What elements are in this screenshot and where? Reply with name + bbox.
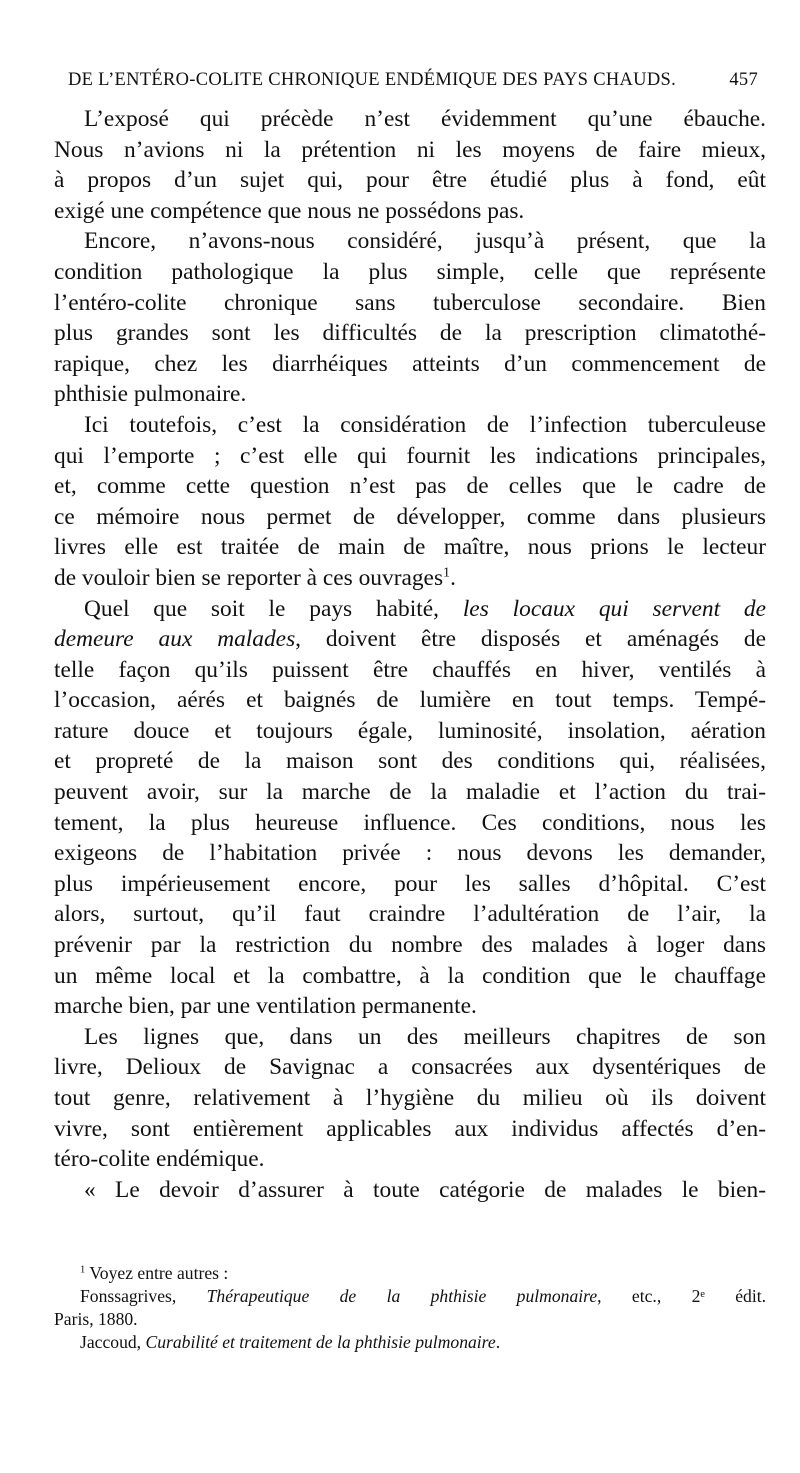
footnote-line xyxy=(54,1308,766,1331)
text-span: plus impérieusement encore, pour les salles d’hôpital. C’est xyxy=(54,870,766,897)
text-span: alors, surtout, qu’il faut craindre l’adultération de l’air, la xyxy=(54,901,766,928)
page-number: 457 xyxy=(729,70,758,90)
body-line xyxy=(54,746,766,777)
body-line xyxy=(54,318,766,349)
text-span: « Le devoir d’assurer à toute catégorie de malades le bien- xyxy=(84,1176,766,1203)
body-line xyxy=(54,532,766,563)
body-line xyxy=(54,1114,766,1145)
italic-text: Curabilité et traitement de la phthisie pulmonaire xyxy=(145,1332,496,1352)
text-span: plus grandes sont les difficultés de la prescription climatothé- xyxy=(54,320,766,347)
body-line xyxy=(54,869,766,900)
text-span: L’exposé qui précède n’est évidemment qu’une ébauche. xyxy=(84,106,766,132)
text-span: prévenir par la restriction du nombre des malades à loger dans xyxy=(54,932,766,959)
body-line xyxy=(54,594,766,625)
text-span: , etc., 2ᵉ édit. xyxy=(597,1286,767,1306)
text-span: livres elle est traitée de main de maître, nous prions le lecteur xyxy=(54,534,766,561)
text-span: à propos d’un sujet qui, pour être étudié plus à fond, eût xyxy=(54,167,766,194)
body-line xyxy=(54,410,766,441)
body-line xyxy=(54,1144,766,1175)
body-line xyxy=(54,379,766,410)
text-span: livre, Delioux de Savignac a consacrées aux dysentériques de xyxy=(54,1054,766,1081)
text-span: vivre, sont entièrement applicables aux individus affectés d’en- xyxy=(54,1115,766,1142)
text-span: . xyxy=(495,1332,501,1352)
text-span: Quel que soit le pays habité, xyxy=(84,595,463,622)
footnote-line xyxy=(54,1331,766,1354)
text-span: un même local et la combattre, à la condition que le chauffage xyxy=(54,962,766,989)
text-span: téro-colite endémique. xyxy=(54,1146,265,1173)
body-line xyxy=(54,991,766,1022)
body-line xyxy=(54,226,766,257)
text-span: Les lignes que, dans un des meilleurs chapitres de son xyxy=(84,1023,766,1050)
footnote-line xyxy=(54,1285,766,1308)
body-line xyxy=(54,196,766,227)
body-line xyxy=(54,441,766,472)
text-span: Encore, n’avons-nous considéré, jusqu’à présent, que la xyxy=(84,228,766,255)
italic-text: les locaux qui servent de xyxy=(462,595,766,622)
body-line xyxy=(54,471,766,502)
text-span: . xyxy=(450,564,456,591)
text-span: Paris, 1880. xyxy=(54,1309,138,1329)
text-span: qui l’emporte ; c’est elle qui fournit les indications principales, xyxy=(54,442,766,469)
body-line xyxy=(54,257,766,288)
body-line xyxy=(54,349,766,380)
text-span: telle façon qu’ils puissent être chauffés en hiver, ventilés à xyxy=(54,656,766,683)
footnotes xyxy=(54,1262,766,1354)
body-line xyxy=(54,899,766,930)
body-line xyxy=(54,288,766,319)
body-line xyxy=(54,808,766,839)
main-text xyxy=(54,104,766,1205)
text-span: rapique, chez les diarrhéiques atteints d’un commencement de xyxy=(54,350,766,377)
text-span: , doivent être disposés et aménagés de xyxy=(295,626,766,653)
body-line xyxy=(54,563,766,594)
text-span: et propreté de la maison sont des conditions qui, réalisées, xyxy=(54,748,766,775)
body-line xyxy=(54,930,766,961)
running-header xyxy=(68,70,758,96)
italic-text: demeure aux malades xyxy=(54,626,296,653)
text-span: l’occasion, aérés et baignés de lumière en tout temps. Tempé- xyxy=(54,687,766,714)
text-span: Ici toutefois, c’est la considération de l’infection tuberculeuse xyxy=(84,411,766,438)
text-span: et, comme cette question n’est pas de celles que le cadre de xyxy=(54,473,766,500)
text-span: tement, la plus heureuse influence. Ces conditions, nous les xyxy=(54,809,766,836)
text-span: de vouloir bien se reporter à ces ouvrages xyxy=(54,564,444,591)
text-span: ce mémoire nous permet de développer, comme dans plusieurs xyxy=(54,503,766,530)
body-line xyxy=(54,838,766,869)
footnote-marker: 1 xyxy=(80,1264,86,1276)
body-line xyxy=(54,655,766,686)
footnote-line xyxy=(54,1262,766,1285)
body-line xyxy=(54,624,766,655)
body-line xyxy=(54,1022,766,1053)
text-span: Voyez entre autres : xyxy=(85,1263,229,1283)
body-line xyxy=(54,685,766,716)
body-line xyxy=(54,104,766,135)
text-span: exigé une compétence que nous ne possédons pas. xyxy=(54,197,525,224)
text-span: Jaccoud, xyxy=(80,1332,146,1352)
text-span: Nous n’avions ni la prétention ni les moyens de faire mieux, xyxy=(54,136,766,163)
text-span: marche bien, par une ventilation permanente. xyxy=(54,993,477,1020)
body-line xyxy=(54,502,766,533)
text-span: phthisie pulmonaire. xyxy=(54,381,247,408)
text-span: l’entéro-colite chronique sans tuberculose secondaire. Bien xyxy=(54,289,766,316)
body-line xyxy=(54,1175,766,1206)
footnote-marker: 1 xyxy=(443,564,451,581)
running-title: DE L’ENTÉRO-COLITE CHRONIQUE ENDÉMIQUE DES PAYS CHAUDS. xyxy=(68,70,676,90)
text-span: tout genre, relativement à l’hygiène du milieu où ils doivent xyxy=(54,1085,766,1111)
body-line xyxy=(54,1052,766,1083)
text-span: rature douce et toujours égale, luminosité, insolation, aération xyxy=(54,717,766,744)
body-line xyxy=(54,716,766,747)
text-span: Fonssagrives, xyxy=(80,1286,207,1306)
body-line xyxy=(54,961,766,992)
body-line xyxy=(54,777,766,808)
italic-text: Thérapeutique de la phthisie pulmonaire xyxy=(206,1286,598,1306)
body-line xyxy=(54,165,766,196)
text-span: peuvent avoir, sur la marche de la maladie et l’action du trai- xyxy=(54,779,766,806)
text-span: exigeons de l’habitation privée : nous devons les demander, xyxy=(54,840,766,867)
text-span: condition pathologique la plus simple, celle que représente xyxy=(54,258,766,285)
body-line xyxy=(54,135,766,166)
body-line xyxy=(54,1083,766,1114)
